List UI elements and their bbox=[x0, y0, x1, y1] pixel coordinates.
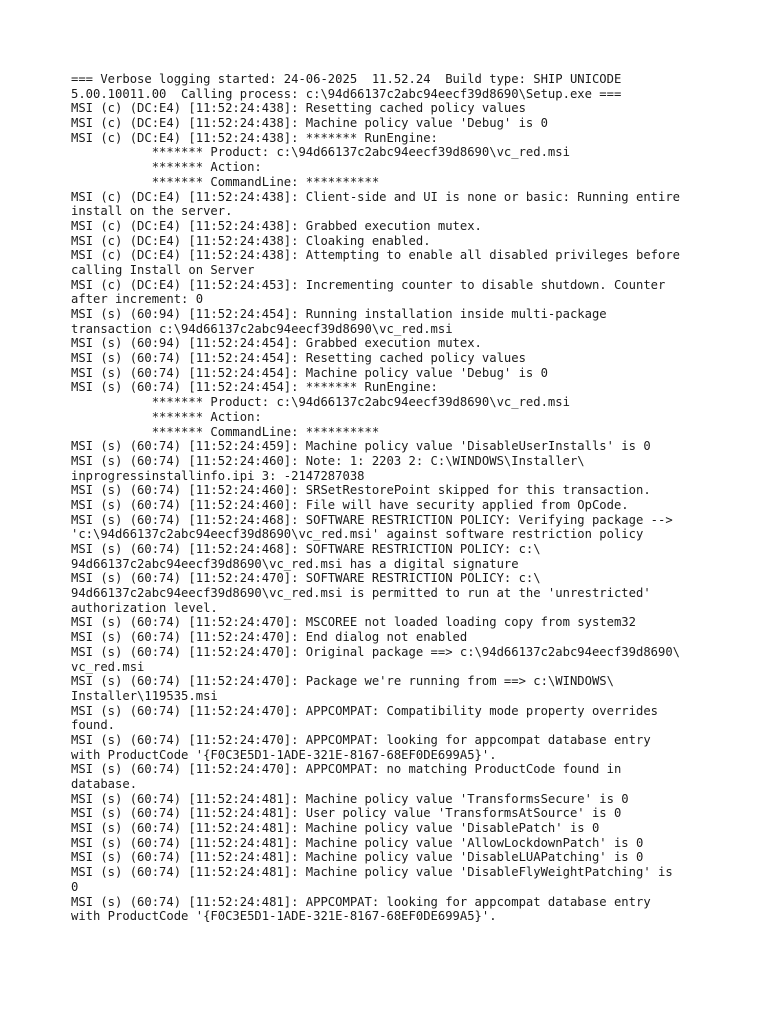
log-line: MSI (c) (DC:E4) [11:52:24:438]: Machine policy value 'Debug' is 0 bbox=[71, 116, 548, 131]
log-line: ******* Product: c:\94d66137c2abc94eecf39d8690\vc_red.msi bbox=[71, 145, 570, 160]
log-line: MSI (s) (60:74) [11:52:24:460]: Note: 1: 2203 2: C:\WINDOWS\Installer\ bbox=[71, 453, 585, 468]
log-line: MSI (s) (60:94) [11:52:24:454]: Running installation inside multi-package bbox=[71, 307, 607, 321]
log-line: transaction c:\94d66137c2abc94eecf39d8690\vc_red.msi bbox=[71, 321, 453, 336]
log-line: ******* Action: bbox=[71, 160, 262, 175]
log-line: MSI (s) (60:74) [11:52:24:481]: User policy value 'TransformsAtSource' is 0 bbox=[71, 806, 622, 821]
log-line: MSI (s) (60:74) [11:52:24:470]: End dialog not enabled bbox=[71, 630, 468, 645]
log-line: 5.00.10011.00 Calling process: c:\94d66137c2abc94eecf39d8690\Setup.exe === bbox=[71, 86, 622, 101]
log-line: MSI (s) (60:74) [11:52:24:481]: Machine policy value 'DisablePatch' is 0 bbox=[71, 821, 600, 836]
log-line: MSI (s) (60:74) [11:52:24:454]: ******* RunEngine: bbox=[71, 380, 438, 395]
log-line: authorization level. bbox=[71, 600, 218, 615]
log-line: ******* CommandLine: ********** bbox=[71, 424, 380, 439]
log-line: Installer\119535.msi bbox=[71, 688, 218, 703]
log-line: ******* Action: bbox=[71, 409, 262, 424]
log-line: MSI (c) (DC:E4) [11:52:24:438]: Client-side and UI is none or basic: Running entire bbox=[71, 189, 681, 204]
log-line: 94d66137c2abc94eecf39d8690\vc_red.msi has a digital signature bbox=[71, 556, 519, 571]
log-line: MSI (s) (60:74) [11:52:24:468]: SOFTWARE RESTRICTION POLICY: c:\ bbox=[71, 542, 541, 556]
log-line: ******* CommandLine: ********** bbox=[71, 174, 380, 189]
log-line: MSI (s) (60:74) [11:52:24:481]: Machine policy value 'AllowLockdownPatch' is 0 bbox=[71, 835, 644, 850]
log-line: MSI (s) (60:74) [11:52:24:470]: APPCOMPAT: Compatibility mode property overrides bbox=[71, 703, 658, 718]
log-line: MSI (s) (60:74) [11:52:24:481]: Machine policy value 'DisableFlyWeightPatching' is bbox=[71, 865, 673, 880]
log-line: MSI (c) (DC:E4) [11:52:24:438]: ******* RunEngine: bbox=[71, 130, 438, 145]
log-line: ******* Product: c:\94d66137c2abc94eecf39d8690\vc_red.msi bbox=[71, 395, 570, 410]
log-line: vc_red.msi bbox=[71, 659, 145, 674]
log-line: MSI (c) (DC:E4) [11:52:24:438]: Grabbed execution mutex. bbox=[71, 218, 482, 233]
log-line: MSI (s) (60:74) [11:52:24:470]: APPCOMPAT: no matching ProductCode found in bbox=[71, 762, 622, 777]
log-line: MSI (s) (60:74) [11:52:24:481]: Machine policy value 'DisableLUAPatching' is 0 bbox=[71, 850, 644, 865]
verbose-log-text bbox=[71, 72, 711, 924]
log-line: MSI (s) (60:94) [11:52:24:454]: Grabbed execution mutex. bbox=[71, 336, 482, 351]
log-line: MSI (s) (60:74) [11:52:24:470]: Package we're running from ==> c:\WINDOWS\ bbox=[71, 674, 614, 689]
log-line: MSI (s) (60:74) [11:52:24:454]: Machine policy value 'Debug' is 0 bbox=[71, 365, 548, 380]
log-line: inprogressinstallinfo.ipi 3: -2147287038 bbox=[71, 468, 365, 483]
log-line: install on the server. bbox=[71, 204, 233, 219]
log-line: 'c:\94d66137c2abc94eecf39d8690\vc_red.msi' against software restriction policy bbox=[71, 527, 644, 542]
log-line: MSI (s) (60:74) [11:52:24:470]: APPCOMPAT: looking for appcompat database entry bbox=[71, 732, 651, 747]
log-line: MSI (s) (60:74) [11:52:24:460]: SRSetRestorePoint skipped for this transaction. bbox=[71, 483, 651, 498]
log-line: MSI (s) (60:74) [11:52:24:481]: APPCOMPAT: looking for appcompat database entry bbox=[71, 894, 651, 909]
log-line: MSI (s) (60:74) [11:52:24:459]: Machine policy value 'DisableUserInstalls' is 0 bbox=[71, 439, 651, 454]
log-line: MSI (s) (60:74) [11:52:24:454]: Resetting cached policy values bbox=[71, 351, 526, 366]
log-line: MSI (c) (DC:E4) [11:52:24:438]: Attempting to enable all disabled privileges before bbox=[71, 248, 681, 263]
log-line: MSI (s) (60:74) [11:52:24:470]: MSCOREE not loaded loading copy from system32 bbox=[71, 615, 636, 630]
log-line: MSI (s) (60:74) [11:52:24:468]: SOFTWARE RESTRICTION POLICY: Verifying package --> bbox=[71, 512, 673, 527]
log-line: MSI (s) (60:74) [11:52:24:470]: SOFTWARE RESTRICTION POLICY: c:\ bbox=[71, 571, 541, 586]
log-line: MSI (s) (60:74) [11:52:24:481]: Machine policy value 'TransformsSecure' is 0 bbox=[71, 791, 629, 806]
log-line: with ProductCode '{F0C3E5D1-1ADE-321E-8167-68EF0DE699A5}'. bbox=[71, 909, 497, 924]
log-line: found. bbox=[71, 718, 116, 733]
log-line: database. bbox=[71, 777, 138, 791]
log-line: MSI (s) (60:74) [11:52:24:470]: Original package ==> c:\94d66137c2abc94eecf39d8690\ bbox=[71, 644, 681, 659]
log-line: === Verbose logging started: 24-06-2025 11.52.24 Build type: SHIP UNICODE bbox=[71, 72, 622, 86]
log-line: MSI (c) (DC:E4) [11:52:24:438]: Cloaking enabled. bbox=[71, 233, 431, 248]
log-line: 94d66137c2abc94eecf39d8690\vc_red.msi is permitted to run at the 'unrestricted' bbox=[71, 586, 651, 601]
log-line: MSI (c) (DC:E4) [11:52:24:438]: Resetting cached policy values bbox=[71, 101, 526, 116]
log-line: MSI (c) (DC:E4) [11:52:24:453]: Incrementing counter to disable shutdown. Counter bbox=[71, 277, 666, 292]
log-line: 0 bbox=[71, 879, 79, 894]
log-line: calling Install on Server bbox=[71, 262, 255, 277]
log-line: after increment: 0 bbox=[71, 292, 204, 307]
log-line: MSI (s) (60:74) [11:52:24:460]: File will have security applied from OpCode. bbox=[71, 497, 629, 512]
log-line: with ProductCode '{F0C3E5D1-1ADE-321E-8167-68EF0DE699A5}'. bbox=[71, 747, 497, 762]
